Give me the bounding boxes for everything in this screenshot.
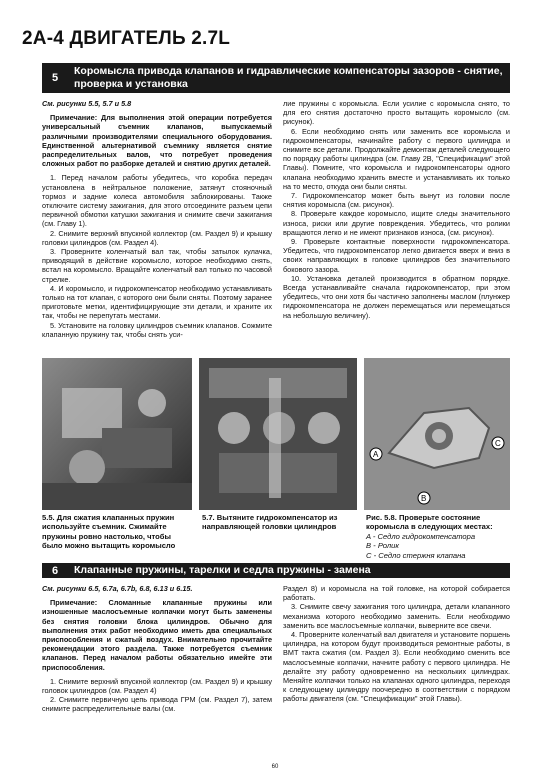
paragraph: 10. Установка деталей производится в обратном порядке. Всегда устанавливайте сначала гидрокомпенсатор, при этом убедитесь, что они хотя бы частично заполнены маслом (плунжер гидрокомпенсатора не должен перемещаться или перемещаться на небольшую величину). xyxy=(283,273,510,320)
section-5-header xyxy=(42,63,510,93)
chapter-code: 2A-4 xyxy=(22,28,64,49)
paragraph: 5. Установите на головку цилиндров съемник клапанов. Сожмите клапанную пружину так, чтобы снять уси- xyxy=(42,320,273,339)
caption-item: C - Седло стержня клапана xyxy=(366,550,466,560)
paragraph: 1. Перед началом работы убедитесь, что коробка передач установлена в нейтральное положение, затянут стояночный тормоз и задние колеса автомобиля заблокированы. Также отключите систему зажигания, для этого отсоедините разъем цепи первичной обмотки катушки зажигания и снимите свечи зажигания (см. Главу 1). xyxy=(42,173,272,229)
figure-5-7-caption xyxy=(202,513,354,532)
figure-reference: См. рисунки 6.5, 6.7a, 6.7b, 6.8, 6.13 и 6.15. xyxy=(42,584,193,593)
paragraph: 6. Если необходимо снять или заменить все коромысла и гидрокомпенсаторы, начинайте работу с первого цилиндра и снимите все детали. Продолжайте демонтаж деталей следующего по порядку работы цилиндра (см. Главу 2B, "Спецификации" этой Главы). Помните, что коромысла и гидрокомпенсаторы одного клапана необходимо хранить вместе и устанавливать их только на то место, откуда они были сняты. xyxy=(283,126,510,191)
page-number: 60 xyxy=(271,764,279,770)
figure-5-8-photo xyxy=(364,358,510,510)
figure-reference: См. рисунки 5.5, 5.7 и 5.8 xyxy=(42,99,132,108)
section-6-header xyxy=(42,563,510,578)
paragraph: лие пружины с коромысла. Если усилие с коромысла снято, то для его снятия достаточно просто вытащить коромысло (см. рисунок). xyxy=(283,99,510,127)
section-5-right-column xyxy=(283,99,510,320)
caption-text: Проверьте состояние коромысла в следующих местах: xyxy=(366,513,493,532)
caption-text: Для сжатия клапанных пружин используйте съемник. Сжимайте пружины ровно настолько, чтобы было можно вытащить коромысло xyxy=(42,513,176,551)
note-paragraph: Примечание: Для выполнения этой операции потребуется универсальный съемник клапанов, выпускаемый различными производителями специального оборудования. Единственной альтернативой съемнику является снятие распределительных валов, что потребует проведения сложных работ по разборке деталей и снятию других деталей. xyxy=(42,113,272,169)
paragraph: 7. Гидрокомпенсатор может быть вынут из головки после снятия коромысла (см. рисунок). xyxy=(283,191,510,210)
figure-5-8-caption xyxy=(366,513,510,560)
paragraph: 4. И коромысло, и гидрокомпенсатор необходимо устанавливать только на тот клапан, с которого они были сняты. Поэтому заранее приготовьте метки, идентифицирующие эти детали, и храните их так, чтобы не перепутать местами. xyxy=(42,283,272,321)
paragraph: 2. Снимите верхний впускной коллектор (см. Раздел 9) и крышку головки цилиндров (см. Раздел 4). xyxy=(42,228,272,247)
section-number: 6 xyxy=(51,564,59,577)
caption-item: A - Седло гидрокомпенсатора xyxy=(366,531,476,541)
section-6-right-column xyxy=(283,584,510,704)
section-6-left-column xyxy=(42,584,272,714)
caption-item: B - Ролик xyxy=(366,541,399,551)
caption-label: 5.5. xyxy=(42,513,55,522)
paragraph: 2. Снимите первичную цепь привода ГРМ (см. Раздел 7), затем снимите распределительные валы (см. xyxy=(42,695,272,714)
caption-text: Вытяните гидрокомпенсатор из направляющей головки цилиндров xyxy=(202,513,338,532)
note-paragraph: Примечание: Сломанные клапанные пружины или изношенные маслосъемные колпачки могут быть заменены без снятия головки блока цилиндров. Обычно для выполнения этих работ необходимо иметь два специальных приспособления и сжатый воздух. Внимательно прочитайте рекомендации этого раздела. Также потребуется съемник клапанов. Перед началом работы обязательно имейте эти приспособления. xyxy=(42,598,272,672)
marker-c: C xyxy=(495,439,501,448)
caption-label: 5.7. xyxy=(202,513,215,522)
paragraph: 8. Проверьте каждое коромысло, ищите следы значительного износа, риски или другие повреждения. Убедитесь, что ролики вращаются легко и не имеют признаков износа, (см. рисунок). xyxy=(283,209,510,237)
paragraph: 4. Проверните коленчатый вал двигателя и установите поршень цилиндра, на котором будут производиться ремонтные работы, в ВМТ такта сжатия (см. Раздел 3). Если необходимо сменить все маслосъемные колпачки, начните работу с первого цилиндра. Не делайте эту работу одновременно на нескольких цилиндрах. Меняйте колпачки только на клапанах одного цилиндра, переходя к следующему цилиндру поочередно в соответствии с порядком работы двигателя (см. "Спецификации" этой Главы). xyxy=(283,630,510,704)
chapter-title: ДВИГАТЕЛЬ 2.7L xyxy=(69,28,231,49)
caption-label: Рис. 5.8. xyxy=(366,513,397,522)
figure-5-5-photo xyxy=(42,358,192,510)
paragraph: 3. Проверните коленчатый вал так, чтобы затылок кулачка, приводящий в действие коромысло, которое необходимо снять, встал на коромысло. Вращайте коленчатый вал только по часовой стрелке. xyxy=(42,247,272,284)
section-5-left-column xyxy=(42,99,272,339)
marker-b: B xyxy=(421,494,427,503)
marker-a: A xyxy=(373,450,379,459)
paragraph: 1. Снимите верхний впускной коллектор (см. Раздел 9) и крышку головок цилиндров (см. Раздел 4) xyxy=(42,676,272,696)
page-title xyxy=(22,28,230,50)
section-number: 5 xyxy=(51,72,59,84)
figure-5-5-caption xyxy=(42,513,192,551)
figure-5-7-photo xyxy=(199,358,357,510)
paragraph: Раздел 8) и коромысла на той головке, на которой собирается работать. xyxy=(283,584,510,603)
section-title: Коромысла привода клапанов и гидравлические компенсаторы зазоров - снятие, проверка и установка xyxy=(74,65,503,90)
paragraph: 9. Проверьте контактные поверхности гидрокомпенсатора. Убедитесь, что гидрокомпенсатор легко двигается вверх и вниз в своих направляющих в головке цилиндров без значительного бокового зазора. xyxy=(283,237,510,274)
paragraph: 3. Снимите свечу зажигания того цилиндра, детали клапанного механизма которого необходимо заменить. Если необходимо заменить все маслосъемные колпачки, выверните все свечи. xyxy=(283,602,510,630)
section-title: Клапанные пружины, тарелки и седла пружины - замена xyxy=(74,564,371,576)
